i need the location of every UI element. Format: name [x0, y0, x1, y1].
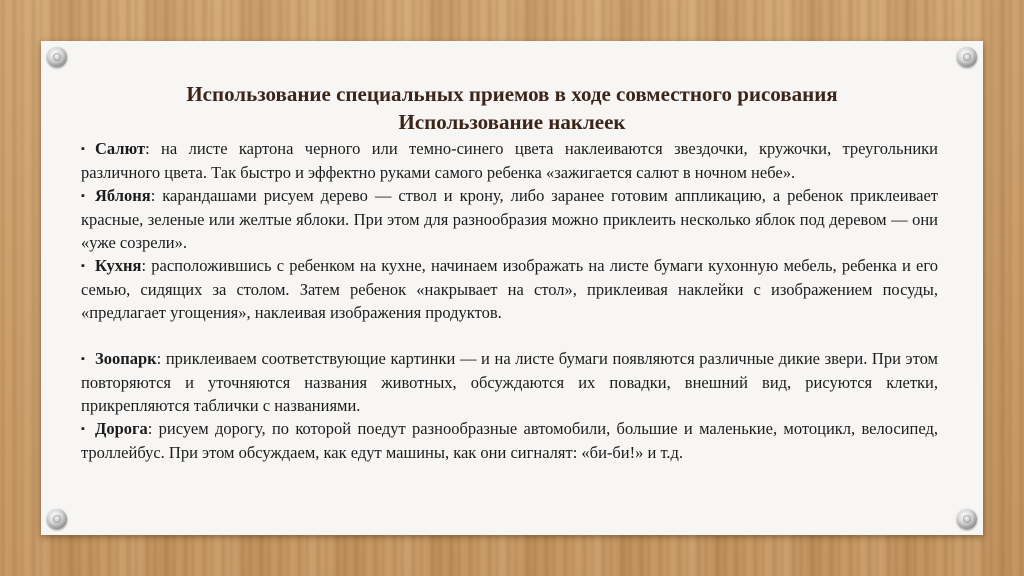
paragraph-spacer: [81, 324, 938, 347]
item-text: : на листе картона черного или темно-синего цвета наклеиваются звездочки, кружочки, треугольники различного цвета. Так быстро и эффектно руками самого ребенка «зажигается салют в ночном небе».: [81, 139, 938, 182]
title-line-1: Использование специальных приемов в ходе совместного рисования: [186, 82, 838, 106]
slide-title: [41, 80, 983, 136]
list-item-salute: [81, 137, 938, 184]
list-item-road: [81, 417, 938, 464]
list-item-kitchen: [81, 254, 938, 324]
item-text: : карандашами рисуем дерево — ствол и крону, либо заранее готовим аппликацию, а ребенок приклеивает красные, зеленые или желтые яблоки. При этом для разнообразия можно приклеить несколько яблок под деревом — они «уже созрели».: [81, 186, 938, 252]
item-text: : расположившись с ребенком на кухне, начинаем изображать на листе бумаги кухонную мебель, ребенка и его семью, сидящих за столом. Затем ребенок «накрывает на стол», приклеивая наклейки с изображением посуды, «предлагает угощения», наклеивая изображения продуктов.: [81, 256, 938, 322]
bullet-icon: ▪: [81, 423, 85, 435]
item-term: Салют: [95, 139, 146, 158]
item-text: : рисуем дорогу, по которой поедут разнообразные автомобили, большие и маленькие, мотоцикл, велосипед, троллейбус. При этом обсуждаем, как едут машины, как они сигналят: «би-би!» и т.д.: [81, 419, 938, 462]
pushpin-icon: [957, 47, 977, 67]
bullet-icon: ▪: [81, 190, 85, 202]
bullet-icon: ▪: [81, 143, 85, 155]
item-text: : приклеиваем соответствующие картинки — и на листе бумаги появляются различные дикие звери. При этом повторяются и уточняются названия животных, обсуждаются их повадки, внешний вид, рисуются клетки, прикрепляются таблички с названиями.: [81, 349, 938, 415]
bullet-icon: ▪: [81, 260, 85, 272]
item-term: Кухня: [95, 256, 142, 275]
pushpin-icon: [47, 47, 67, 67]
bullet-icon: ▪: [81, 353, 85, 365]
item-term: Яблоня: [95, 186, 151, 205]
pushpin-icon: [957, 509, 977, 529]
slide-board: [41, 41, 983, 535]
title-line-2: Использование наклеек: [398, 110, 626, 134]
slide-content: [81, 137, 938, 464]
item-term: Дорога: [95, 419, 148, 438]
list-item-zoo: [81, 347, 938, 417]
item-term: Зоопарк: [95, 349, 157, 368]
pushpin-icon: [47, 509, 67, 529]
list-item-apple-tree: [81, 184, 938, 254]
